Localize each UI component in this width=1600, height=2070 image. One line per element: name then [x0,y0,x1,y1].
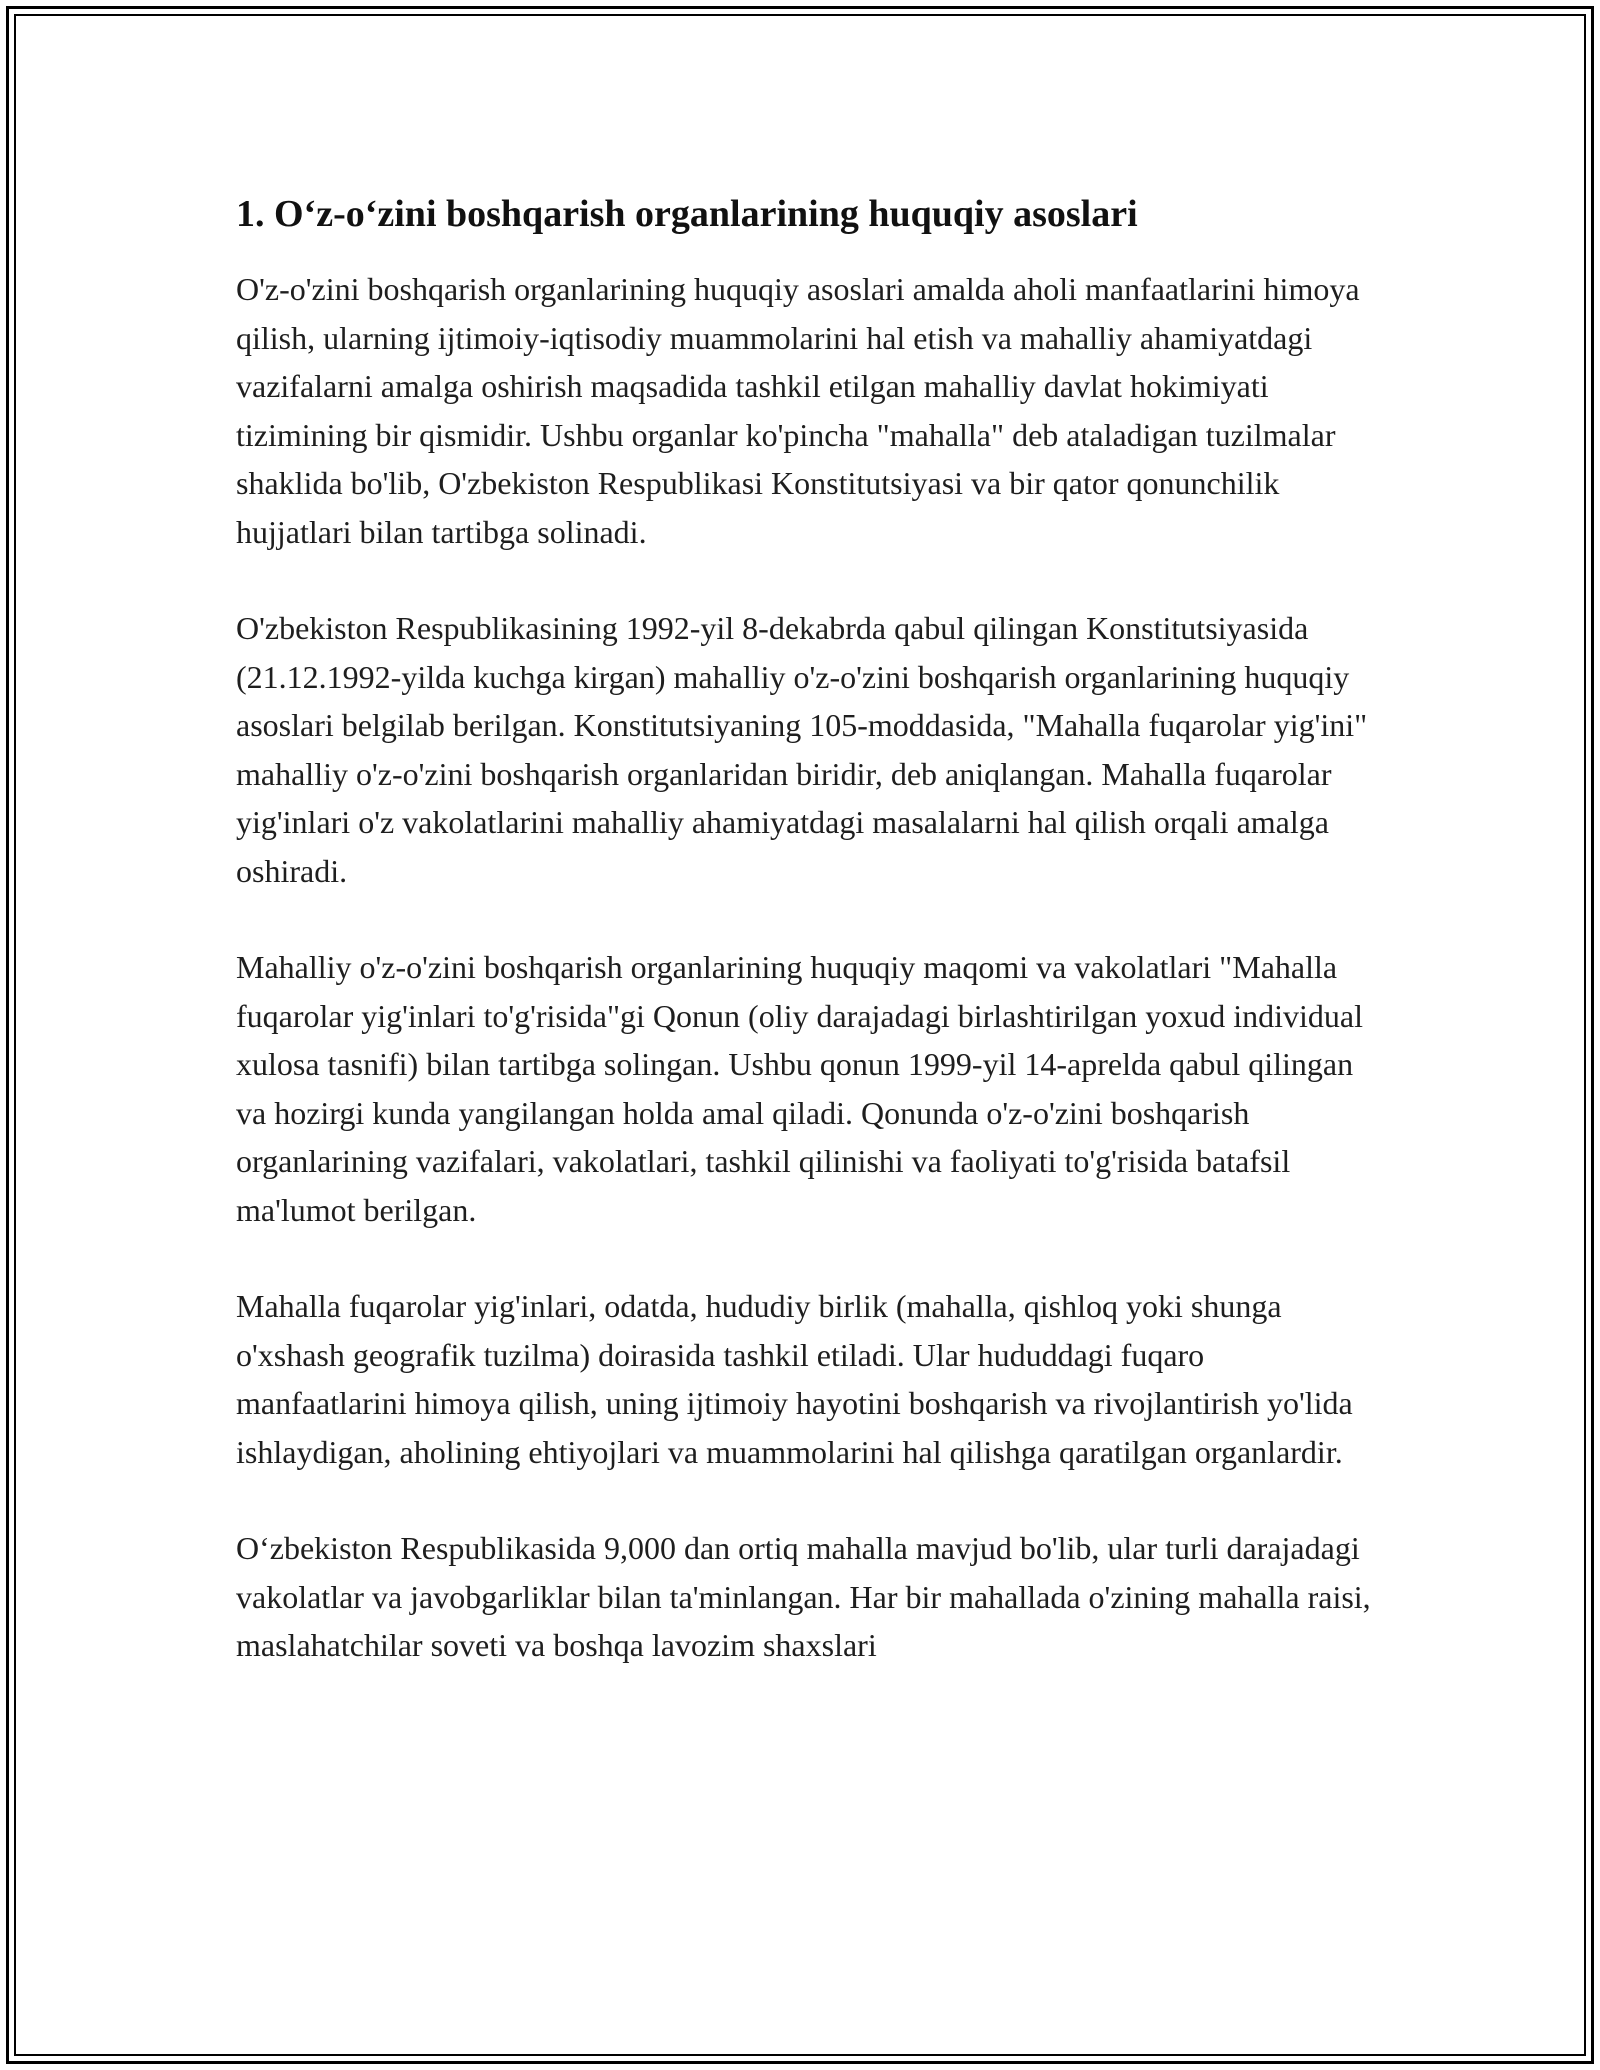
document-body [236,184,1371,1718]
paragraph-3: Mahalliy o'z-o'zini boshqarish organlarining huquqiy maqomi va vakolatlari "Mahalla fuqarolar yig'inlari to'g'risida"gi Qonun (oliy darajadagi birlashtirilgan yoxud individual xulosa tasnifi) bilan tartibga solingan. Ushbu qonun 1999-yil 14-aprelda qabul qilingan va hozirgi kunda yangilangan holda amal qiladi. Qonunda o'z-o'zini boshqarish organlarining vazifalari, vakolatlari, tashkil qilinishi va faoliyati to'g'risida batafsil ma'lumot berilgan. [236,949,1363,1228]
paragraph-4: Mahalla fuqarolar yig'inlari, odatda, hududiy birlik (mahalla, qishloq yoki shunga o'xshash geografik tuzilma) doirasida tashkil etiladi. Ular hududdagi fuqaro manfaatlarini himoya qilish, uning ijtimoiy hayotini boshqarish va rivojlantirish yo'lida ishlaydigan, aholining ehtiyojlari va muammolarini hal qilishga qaratilgan organlardir. [236,1288,1353,1470]
section-heading: 1. O‘z-o‘zini boshqarish organlarining huquqiy asoslari [236,193,1138,235]
paragraph-1: O'z-o'zini boshqarish organlarining huquqiy asoslari amalda aholi manfaatlarini himoya qilish, ularning ijtimoiy-iqtisodiy muammolarini hal etish va mahalliy ahamiyatdagi vazifalarni amalga oshirish maqsadida tashkil etilgan mahalliy davlat hokimiyati tizimining bir qismidir. Ushbu organlar ko'pincha "mahalla" deb ataladigan tuzilmalar shaklida bo'lib, O'zbekiston Respublikasi Konstitutsiyasi va bir qator qonunchilik hujjatlari bilan tartibga solinadi. [236,271,1360,550]
paragraph-2: O'zbekiston Respublikasining 1992-yil 8-dekabrda qabul qilingan Konstitutsiyasida (21.12.1992-yilda kuchga kirgan) mahalliy o'z-o'zini boshqarish organlarining huquqiy asoslari belgilab berilgan. Konstitutsiyaning 105-moddasida, "Mahalla fuqarolar yig'ini" mahalliy o'z-o'zini boshqarish organlaridan biridir, deb aniqlangan. Mahalla fuqarolar yig'inlari o'z vakolatlarini mahalliy ahamiyatdagi masalalarni hal qilish orqali amalga oshiradi. [236,610,1368,889]
paragraph-5: O‘zbekiston Respublikasida 9,000 dan ortiq mahalla mavjud bo'lib, ular turli darajadagi vakolatlar va javobgarliklar bilan ta'minlangan. Har bir mahallada o'zining mahalla raisi, maslahatchilar soveti va boshqa lavozim shaxslari [236,1530,1371,1663]
